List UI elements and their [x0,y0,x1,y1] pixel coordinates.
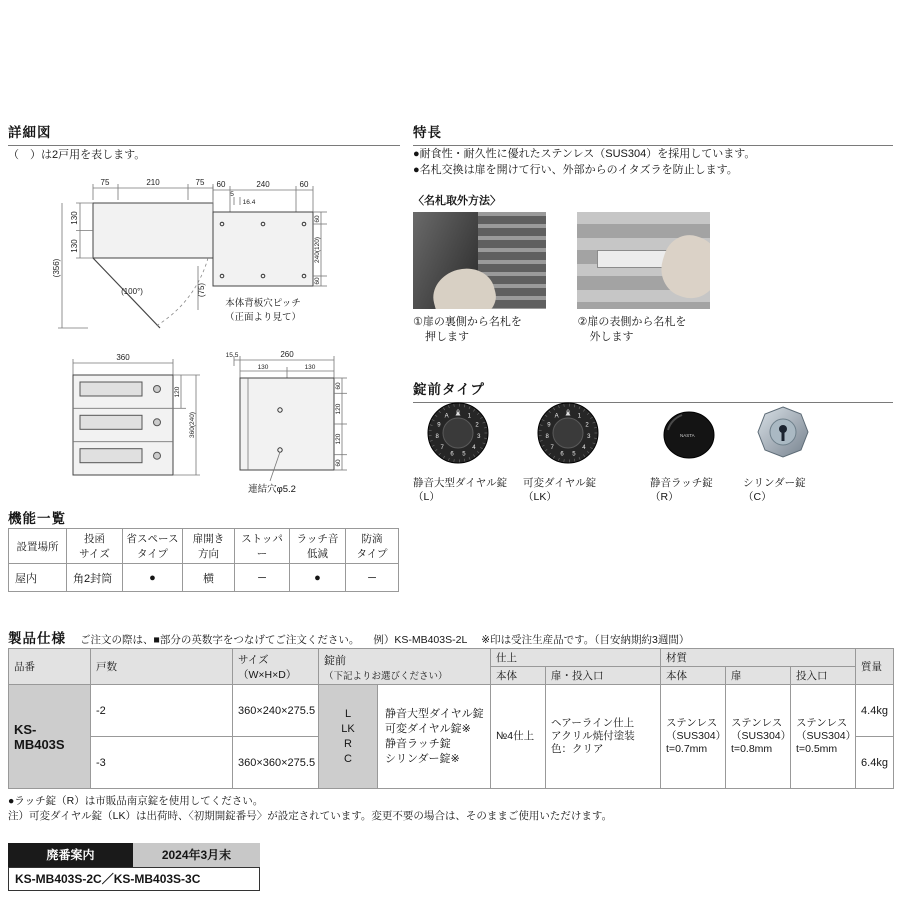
dim-label: 260 [280,350,294,359]
section-title-detail-drawing: 詳細図 [8,121,400,146]
feature-bullet: ●名札交換は扉を開けて行い、外部からのイタズラを防止します。 [413,164,738,176]
dim-label: (100°) [121,287,143,296]
dial-character: 4 [472,444,476,451]
dial-character: 3 [477,434,481,441]
specs-made-to-order-note: ※印は受注生産品です。（目安納期約3週間） [481,634,690,646]
nameplate-graphic [597,250,671,268]
lock-name: 可変ダイヤル錠 [523,477,597,489]
func-header-cell: 省スペース タイプ [123,529,183,564]
dial-character: 1 [577,413,582,420]
drawing-front-open-door [48,178,228,350]
lock-type-latch [650,402,755,504]
dial-character: 0 [456,410,460,417]
dial-character: 0 [566,410,570,417]
dial-character: 5 [572,451,576,458]
spec-size-cell: 360×240×275.5 [233,685,319,737]
dial-character: 3 [587,434,591,441]
dim-label: 130 [70,211,79,225]
spec-header-finish: 仕上 [491,649,661,667]
lock-type-cylinder [743,402,858,504]
dim-label: 240(120) [314,236,321,264]
lock-name: シリンダー錠※ [385,752,460,765]
lock-label [413,476,525,504]
latch-lock-image [660,402,718,464]
lock-name: 静音ラッチ錠 [385,737,451,750]
photo-caption-1 [413,315,546,345]
dim-label: 60 [335,459,342,467]
function-header-row [9,529,399,564]
spec-lock-options-cell [319,685,491,789]
dial-character: 8 [435,434,439,441]
spec-finish-body-cell: №4仕上 [491,685,546,789]
spec-header-lock-line2: （下記よりお選びください） [324,670,448,682]
drawing-caption: （正面より見て） [224,312,302,323]
spec-header-material-inlet: 投入口 [791,667,856,685]
section-title-specs [8,627,893,647]
dial-character: 7 [550,444,554,451]
lock-code-column [319,685,378,788]
spec-header-weight: 質量 [856,649,894,685]
lock-type-dial-large [413,402,525,504]
dial-lock-image [427,402,489,464]
caption-line: 外します [589,331,634,343]
dim-label: 120 [174,386,181,398]
feature-list [413,146,893,178]
spec-doors-cell: -2 [91,685,233,737]
dim-label: 75 [195,178,205,187]
spec-row-2doors [9,685,894,737]
specs-order-note: ご注文の際は、■部分の英数字をつなげてご注文ください。 [80,634,360,646]
func-header-cell: 投函 サイズ [67,529,123,564]
dim-label: (356) [52,258,61,278]
spec-weight-cell: 4.4kg [856,685,894,737]
discontinuation-label: 廃番案内 [8,843,133,867]
func-value-cell: ● [123,564,183,592]
spec-header-material-body: 本体 [661,667,726,685]
lock-code: （LK） [523,491,557,503]
drawing-lines [213,186,327,286]
feature-bullet: ●耐食性・耐久性に優れたステンレス（SUS304）を採用しています。 [413,148,756,160]
func-header-cell: 防滴 タイプ [346,529,399,564]
dim-label: 240 [256,180,270,189]
dial-character: 5 [462,451,466,458]
spec-header-row-1 [9,649,894,667]
dial-character: 1 [467,413,472,420]
dim-label: 60 [335,382,342,390]
dim-label: 60 [216,180,226,189]
photo-push-nameplate [413,212,546,309]
dial-character: 8 [545,434,549,441]
dim-label: 130 [304,364,316,371]
hand-graphic [654,229,710,306]
spec-header-material: 材質 [661,649,856,667]
technical-drawings [8,160,400,507]
dim-label: 130 [70,239,79,253]
nameplate-step-2 [577,212,710,345]
drawing-lines [73,359,200,475]
dial-character: A [444,413,449,420]
drawing-lines [58,184,213,328]
func-value-cell: 横 [183,564,235,592]
lock-type-dial-variable [523,402,643,504]
latch-logo-text: NASTA [680,433,695,438]
dial-character: 9 [437,422,441,429]
drawing-caption: 連結穴φ5.2 [248,484,296,495]
func-header-cell: ストッパー [235,529,290,564]
specs-title: 製品仕様 [8,631,66,646]
dial-character: 6 [450,451,454,458]
lock-code: L [344,707,352,720]
lock-code: （C） [743,491,772,503]
lock-label [743,476,858,504]
detail-drawing-note: （ ）は2戸用を表します。 [8,149,146,161]
caption-line: 押します [425,331,469,343]
spec-header-finish-body: 本体 [491,667,546,685]
dial-character: A [554,413,559,420]
discontinuation-notice [8,843,260,891]
discontinued-models: KS-MB403S-2C／KS-MB403S-3C [8,867,260,891]
drawing-side-section [220,350,360,505]
spec-table [8,648,894,789]
dial-character: 9 [547,422,551,429]
photo-remove-nameplate [577,212,710,309]
dial-character: 2 [585,422,589,429]
lock-name: 静音大型ダイヤル錠 [385,707,484,720]
func-value-cell: ─ [235,564,290,592]
dim-label: 120 [335,433,342,445]
function-table [8,528,399,592]
caption-line: ②扉の表側から名札を [577,316,687,328]
section-title-functions: 機能一覧 [8,511,66,526]
spec-header-size: サイズ（W×H×D） [233,649,319,685]
spec-material-door-cell: ステンレス （SUS304） t=0.8mm [726,685,791,789]
lock-options-grid [319,685,490,788]
func-value-cell: 屋内 [9,564,67,592]
spec-weight-cell: 6.4kg [856,737,894,789]
nameplate-step-1 [413,212,546,345]
drawing-back-panel-pitch [203,180,333,330]
footnote: ●ラッチ錠（R）は市販品南京錠を使用してください。 [8,795,264,807]
lock-name: 静音大型ダイヤル錠 [413,477,508,489]
lock-code: LK [341,722,355,735]
func-value-cell: ● [290,564,346,592]
dial-character: 7 [440,444,444,451]
dial-character: 2 [475,422,479,429]
nameplate-photos [413,212,737,345]
caption-line: ①扉の裏側から名札を [413,316,522,328]
spec-header-lock [319,649,491,685]
lock-code: R [344,737,352,750]
func-header-cell: 設置場所 [9,529,67,564]
specs-example-note: 例）KS-MB403S-2L [373,634,468,646]
spec-header-hinban: 品番 [9,649,91,685]
footnote: 注）可変ダイヤル錠（LK）は出荷時、〈初期開錠番号〉が設定されています。変更不要の場合は、そのままご使用いただけます。 [8,810,613,822]
spec-header-finish-door: 扉・投入口 [546,667,661,685]
spec-header-material-door: 扉 [726,667,791,685]
spec-doors-cell: -3 [91,737,233,789]
spec-material-body-cell: ステンレス （SUS304） t=0.7mm [661,685,726,789]
dim-label: 60 [314,277,321,285]
lock-name-column [378,685,490,788]
dim-label: 130 [257,364,269,371]
lock-label [523,476,643,504]
lock-code: （L） [413,491,440,503]
dim-label: 15.5 [225,352,239,359]
footnotes [8,794,893,824]
lock-code: （R） [650,491,679,503]
photo-caption-2 [577,315,710,345]
nameplate-method-heading: 〈名札取外方法〉 [413,195,501,207]
dim-label: 120 [335,403,342,415]
drawing-front-units [58,353,213,503]
dial-character: 6 [560,451,564,458]
lock-name: シリンダー錠 [743,477,806,489]
dial-lock-image [537,402,599,464]
dim-label: 75 [100,178,110,187]
spec-finish-door-cell: ヘアーライン仕上 アクリル焼付塗装 色：クリア [546,685,661,789]
dim-label: 210 [146,178,160,187]
func-header-cell: ラッチ音 低減 [290,529,346,564]
cylinder-lock-image [753,402,813,464]
drawing-caption: 本体背板穴ピッチ [225,298,301,309]
dim-label: (75) [197,282,206,298]
dim-label: 60 [314,215,321,223]
lock-name: 可変ダイヤル錠※ [385,722,471,735]
lock-name: 静音ラッチ錠 [650,477,713,489]
func-header-cell: 扉開き 方向 [183,529,235,564]
lock-types-row [413,402,893,512]
drawing-lines [234,356,347,481]
section-title-features: 特長 [413,121,893,146]
func-value-cell: 角2封筒 [67,564,123,592]
function-value-row [9,564,399,592]
spec-size-cell: 360×360×275.5 [233,737,319,789]
spec-header-kosu: 戸数 [91,649,233,685]
spec-material-inlet-cell: ステンレス （SUS304） t=0.5mm [791,685,856,789]
discontinuation-date: 2024年3月末 [133,843,260,867]
dim-label: 60 [299,180,309,189]
func-value-cell: ─ [346,564,399,592]
spec-model-number: KS-MB403S [9,685,91,789]
dim-label: 5 [230,191,234,198]
dim-label: 16.4 [242,199,256,206]
discontinuation-header [8,843,260,867]
dim-label: 360(240) [189,411,196,439]
lock-label [650,476,755,504]
lock-code: C [344,752,352,765]
dial-character: 4 [582,444,586,451]
spec-header-lock-line1: 錠前 [324,654,346,667]
section-title-lock-types: 錠前タイプ [413,378,893,403]
dim-label: 360 [116,353,130,362]
